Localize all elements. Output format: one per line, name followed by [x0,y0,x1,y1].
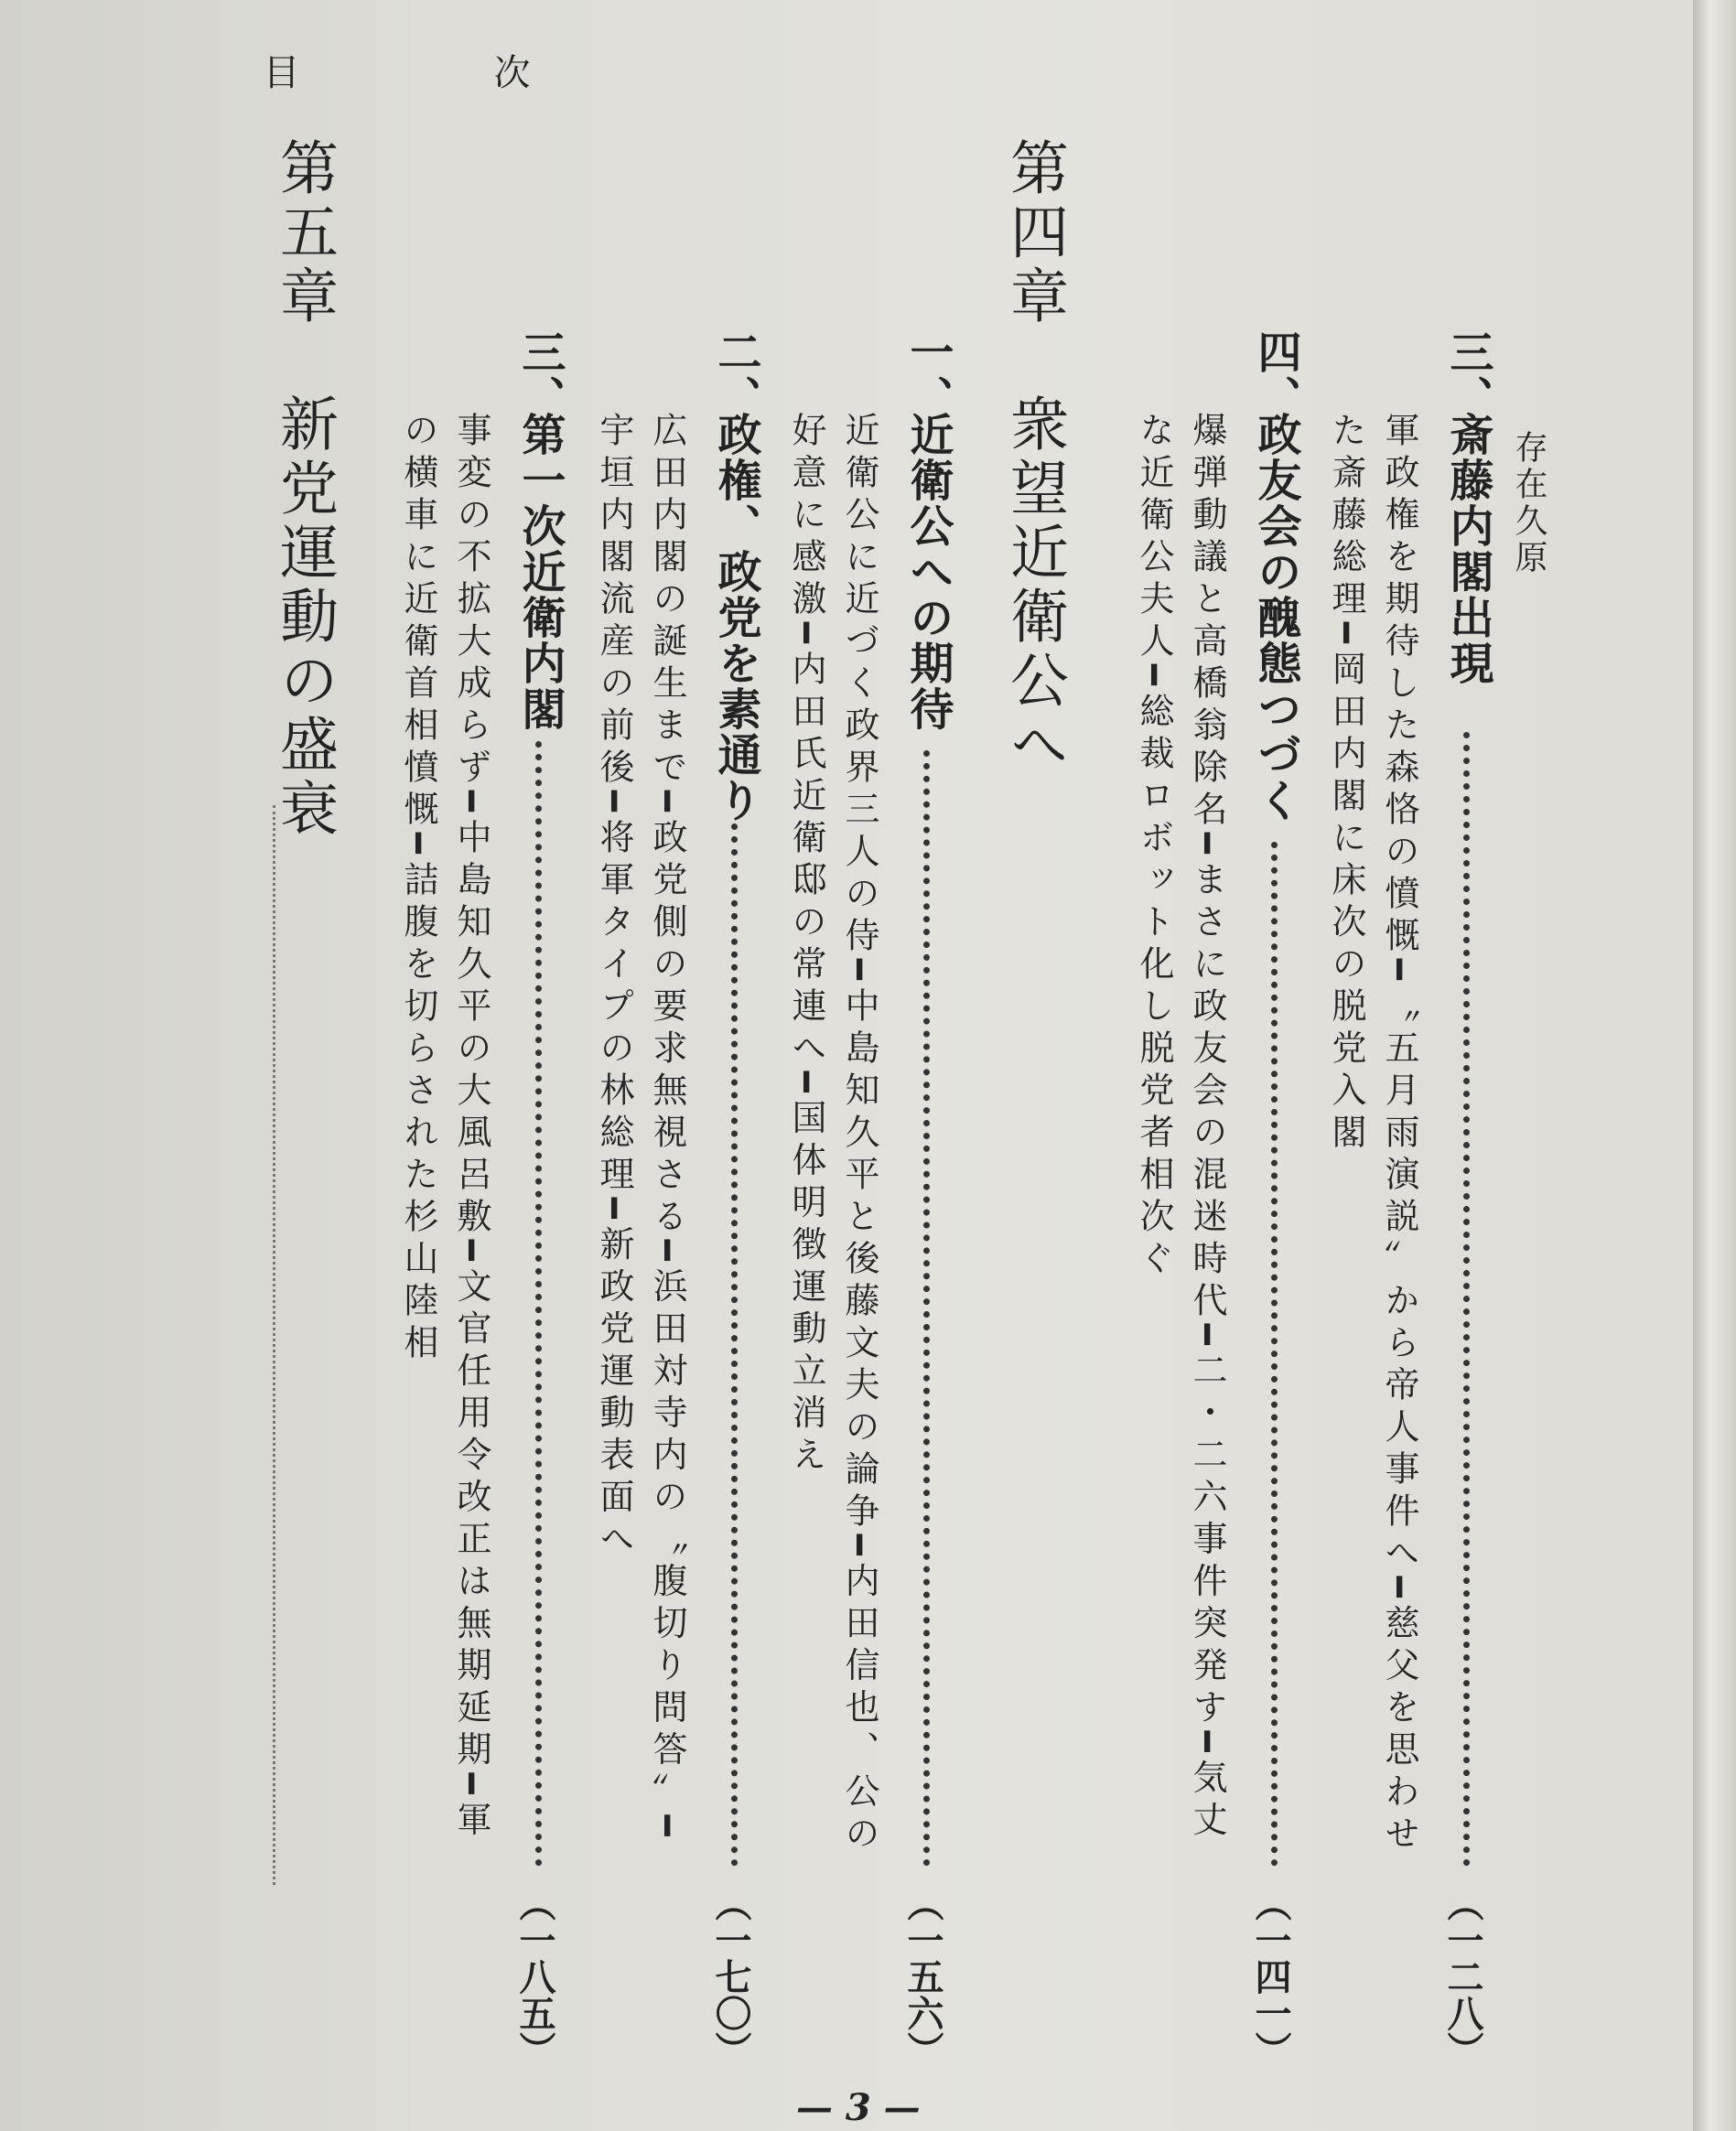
section-title: 政権、政党を素通り [710,412,761,823]
section-number: 三、 [1442,329,1493,421]
section-description: 宇垣内閣流産の前後━将軍タイプの林総理━新政党運動表面へ [594,412,634,1563]
section-description: 好意に感激━内田氏近衛邸の常連へ━国体明徴運動立消え [786,412,826,1479]
section-description: 爆弾動議と高橋翁除名━まさに政友会の混迷時代━二・二六事件突発す━気丈 [1187,412,1227,1844]
section-title: 斎藤内閣出現 [1442,412,1493,686]
toc-leader [731,823,738,1867]
section-description: な近衛公夫人━総裁ロボット化し脱党者相次ぐ [1134,412,1174,1282]
section-title: 近衛公への期待 [902,412,954,732]
section-description: 広田内閣の誕生まで━政党側の要求無視さる━浜田対寺内の〝腹切り問答〟━ [647,412,687,1844]
header-left: 目 [257,53,299,90]
section-description: 事変の不拡大成らず━中島知久平の大風呂敷━文官任用令改正は無期延期━軍 [451,412,491,1844]
top-fragment: 存在久原 [1510,430,1547,576]
section-number: 四、 [1250,329,1301,421]
page-number: — 3 — [796,2086,921,2129]
section-page: （一五六） [901,1885,944,2068]
toc-leader [535,741,542,1867]
toc-leader [1463,732,1470,1867]
section-description: 軍政権を期待した森恪の憤慨━〝五月雨演説〟から帝人事件へ━慈父を思わせ [1379,412,1419,1857]
section-description: 近衛公に近づく政界三人の侍━中島知久平と後藤文夫の論争━内田信也、公の [839,412,879,1857]
section-title: 政友会の醜態つづく [1250,412,1301,823]
section-number: 三、 [514,329,566,421]
section-number: 二、 [710,329,761,421]
section-page: （一四一） [1249,1885,1292,2068]
page-edge [1693,0,1736,2131]
section-page: （一七〇） [709,1885,752,2068]
chapter-title: 第五章 新党運動の盛衰 [270,137,338,842]
section-number: 一、 [902,329,954,421]
toc-leader [923,750,930,1867]
section-page: （一二八） [1441,1885,1484,2068]
section-page: （一八五） [513,1885,556,2068]
section-description: た斎藤総理━岡田内閣に床次の脱党入閣 [1326,412,1366,1156]
header-right: 次 [488,53,530,90]
toc-leader [273,805,275,1885]
toc-leader [1271,842,1278,1867]
section-title: 第一次近衛内閣 [514,412,566,732]
chapter-title: 第四章 衆望近衛公へ [1000,137,1068,778]
section-description: の横車に近衛首相憤慨━詰腹を切らされた杉山陸相 [398,412,438,1366]
